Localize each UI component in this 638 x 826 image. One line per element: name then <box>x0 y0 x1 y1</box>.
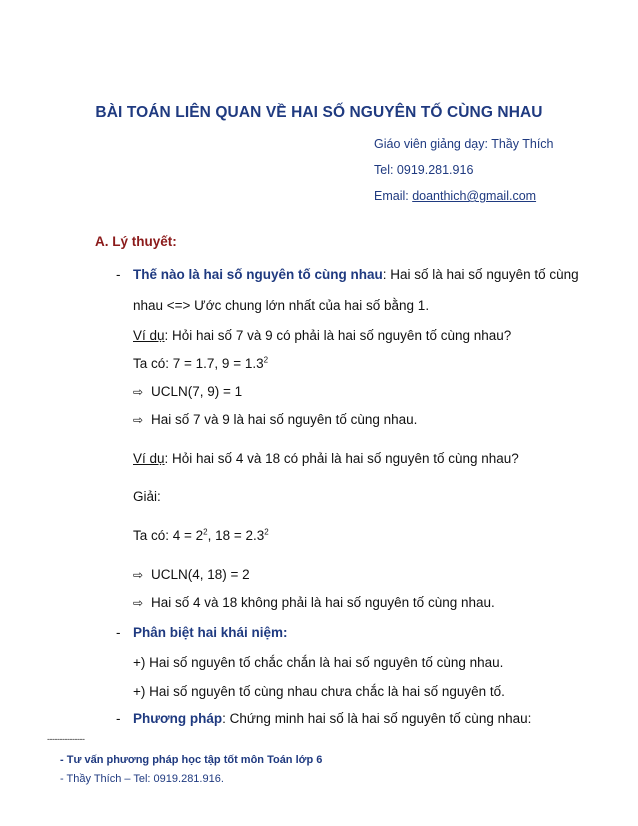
factorization-text: , 18 = 2.3 <box>207 528 265 543</box>
email-link[interactable]: doanthich@gmail.com <box>412 189 537 203</box>
gcd-text: UCLN(7, 9) = 1 <box>151 384 243 399</box>
example2-conclusion <box>133 595 495 610</box>
footer-line1: - Tư vấn phương pháp học tập tốt môn Toán lớp 6 <box>60 754 323 766</box>
example-label: Ví dụ <box>133 451 165 466</box>
definition-line2: nhau <=> Ước chung lớn nhất của hai số bằng 1. <box>133 298 430 313</box>
distinguish-line2: +) Hai số nguyên tố cùng nhau chưa chắc là hai số nguyên tố. <box>133 684 505 699</box>
distinguish-heading: Phân biệt hai khái niệm: <box>133 625 288 640</box>
method-term: Phương pháp <box>133 711 223 726</box>
teacher-email-line <box>374 189 536 203</box>
gcd-text: UCLN(4, 18) = 2 <box>151 567 250 582</box>
teacher-info: Giáo viên giảng dạy: Thầy Thích <box>374 137 554 151</box>
exponent: 2 <box>264 527 269 537</box>
exponent: 2 <box>263 355 269 365</box>
bullet-dash: - <box>116 711 121 726</box>
example2-factorization <box>133 528 269 543</box>
implies-arrow-icon: ⇨ <box>133 596 144 610</box>
example1-gcd <box>133 384 242 399</box>
definition-term: Thế nào là hai số nguyên tố cùng nhau <box>133 267 383 282</box>
example-label: Ví dụ <box>133 328 165 343</box>
section-a-heading: A. Lý thuyết: <box>95 234 177 249</box>
implies-arrow-icon: ⇨ <box>133 413 144 427</box>
email-label: Email: <box>374 189 413 203</box>
bullet-dash: - <box>116 267 121 282</box>
footer-rule: --------------- <box>47 734 85 744</box>
example-text: : Hỏi hai số 4 và 18 có phải là hai số nguyên tố cùng nhau? <box>164 451 519 466</box>
example2-gcd <box>133 567 250 582</box>
factorization-text: Ta có: 7 = 1.7, 9 = 1.3 <box>133 356 264 371</box>
exponent: 2 <box>203 527 208 537</box>
example2-question <box>133 451 519 466</box>
conclusion-text: Hai số 7 và 9 là hai số nguyên tố cùng nhau. <box>151 412 418 427</box>
distinguish-line1: +) Hai số nguyên tố chắc chắn là hai số nguyên tố cùng nhau. <box>133 655 504 670</box>
definition-text: : Hai số là hai số nguyên tố cùng <box>382 267 579 282</box>
document-title: BÀI TOÁN LIÊN QUAN VỀ HAI SỐ NGUYÊN TỐ CÙNG NHAU <box>95 104 543 121</box>
example1-question <box>133 328 511 343</box>
method-text: : Chứng minh hai số là hai số nguyên tố cùng nhau: <box>222 711 532 726</box>
conclusion-text: Hai số 4 và 18 không phải là hai số nguyên tố cùng nhau. <box>151 595 495 610</box>
factorization-text: Ta có: 4 = 2 <box>133 528 204 543</box>
method-line <box>133 711 531 726</box>
bullet-definition <box>133 267 579 282</box>
example-text: : Hỏi hai số 7 và 9 có phải là hai số nguyên tố cùng nhau? <box>164 328 512 343</box>
example1-factorization <box>133 356 268 371</box>
example1-conclusion <box>133 412 417 427</box>
footer-line2: - Thầy Thích – Tel: 0919.281.916. <box>60 773 224 785</box>
bullet-dash: - <box>116 625 121 640</box>
implies-arrow-icon: ⇨ <box>133 385 144 399</box>
implies-arrow-icon: ⇨ <box>133 568 144 582</box>
teacher-tel: Tel: 0919.281.916 <box>374 163 474 177</box>
example2-solution-label: Giải: <box>133 489 161 504</box>
